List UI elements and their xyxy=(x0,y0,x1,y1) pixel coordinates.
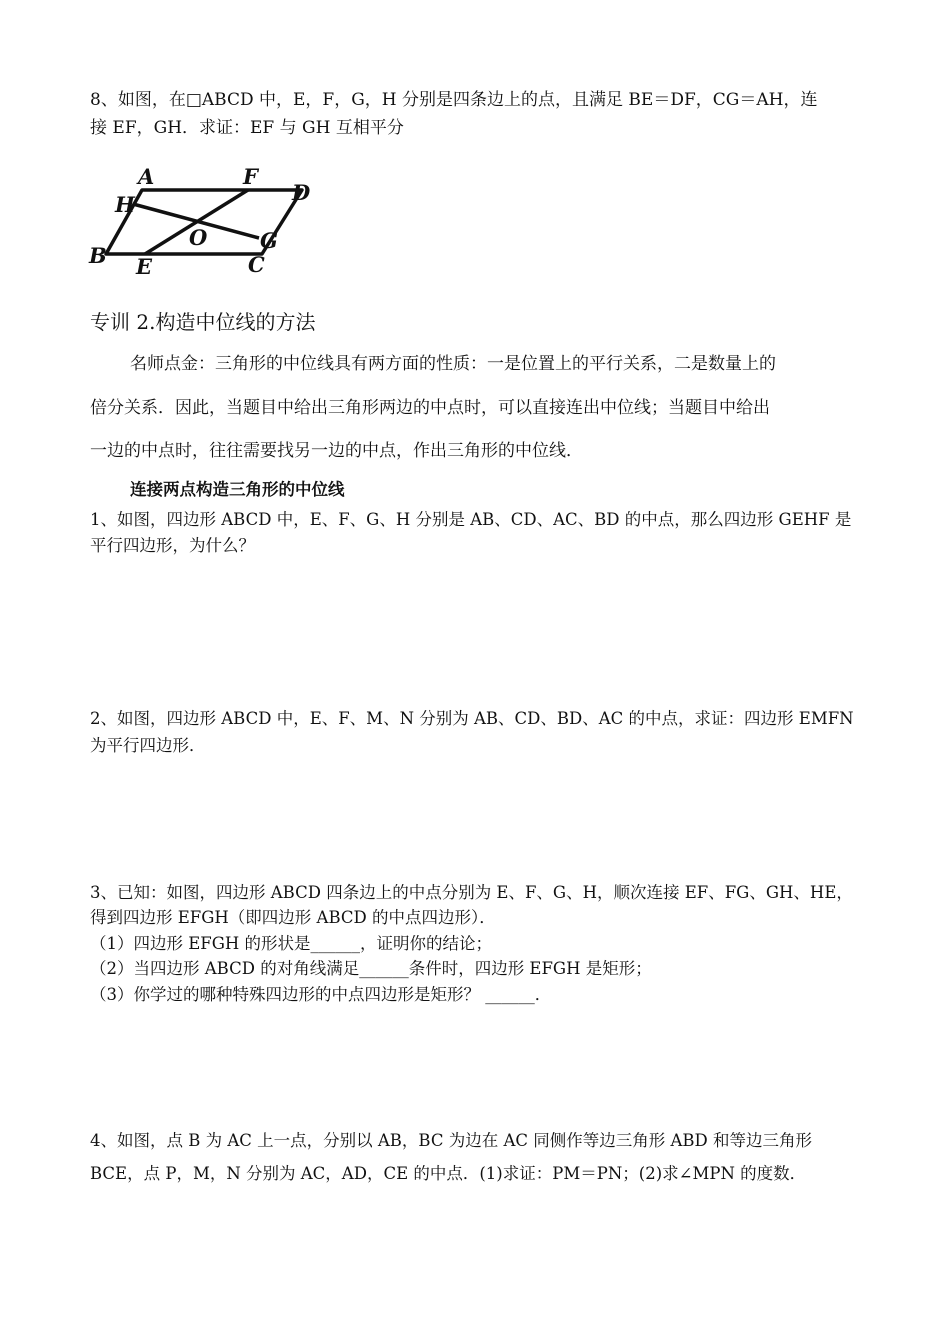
parallelogram-figure xyxy=(86,162,316,280)
label-b: B xyxy=(89,243,107,268)
q2-line1: 2、如图，四边形 ABCD 中，E、F、M、N 分别为 AB、CD、BD、AC 的中点，求证：四边形 EMFN xyxy=(90,709,854,728)
tip-line2: 倍分关系．因此，当题目中给出三角形两边的中点时，可以直接连出中位线；当题目中给出 xyxy=(90,398,770,418)
label-c: C xyxy=(248,252,265,277)
tip-line1: 名师点金：三角形的中位线具有两方面的性质：一是位置上的平行关系，二是数量上的 xyxy=(130,354,776,374)
label-d: D xyxy=(292,180,311,205)
q4-line2: BCE，点 P，M，N 分别为 AC，AD，CE 的中点．(1)求证：PM＝PN；(2)求∠MPN 的度数． xyxy=(90,1164,807,1183)
section-title: 专训 2.构造中位线的方法 xyxy=(90,310,316,334)
problem8-line2: 接 EF，GH．求证：EF 与 GH 互相平分 xyxy=(90,118,404,138)
q3-line3: （1）四边形 EFGH 的形状是______，证明你的结论； xyxy=(90,934,493,953)
q2-line2: 为平行四边形． xyxy=(90,736,206,755)
label-h: H xyxy=(115,192,135,217)
q3-line1: 3、已知：如图，四边形 ABCD 四条边上的中点分别为 E、F、G、H，顺次连接 EF、FG、GH、HE， xyxy=(90,883,853,902)
subheading: 连接两点构造三角形的中位线 xyxy=(130,480,345,499)
q4-line1: 4、如图，点 B 为 AC 上一点，分别以 AB，BC 为边在 AC 同侧作等边三角形 ABD 和等边三角形 xyxy=(90,1131,813,1150)
label-f: F xyxy=(243,164,258,189)
tip-line3: 一边的中点时，往往需要找另一边的中点，作出三角形的中位线． xyxy=(90,441,583,461)
problem8-line1: 8、如图，在□ABCD 中，E，F，G，H 分别是四条边上的点，且满足 BE＝DF，CG＝AH，连 xyxy=(90,90,818,110)
q3-line2: 得到四边形 EFGH（即四边形 ABCD 的中点四边形）． xyxy=(90,908,496,927)
q1-line2: 平行四边形，为什么？ xyxy=(90,536,255,555)
label-o: O xyxy=(189,225,208,250)
label-e: E xyxy=(136,254,153,279)
q1-line1: 1、如图，四边形 ABCD 中，E、F、G、H 分别是 AB、CD、AC、BD 的中点，那么四边形 GEHF 是 xyxy=(90,510,852,529)
label-g: G xyxy=(260,228,278,253)
q3-line4: （2）当四边形 ABCD 的对角线满足______条件时，四边形 EFGH 是矩形； xyxy=(90,959,652,978)
q3-line5: （3）你学过的哪种特殊四边形的中点四边形是矩形？ ______． xyxy=(90,985,552,1004)
label-a: A xyxy=(138,164,155,189)
